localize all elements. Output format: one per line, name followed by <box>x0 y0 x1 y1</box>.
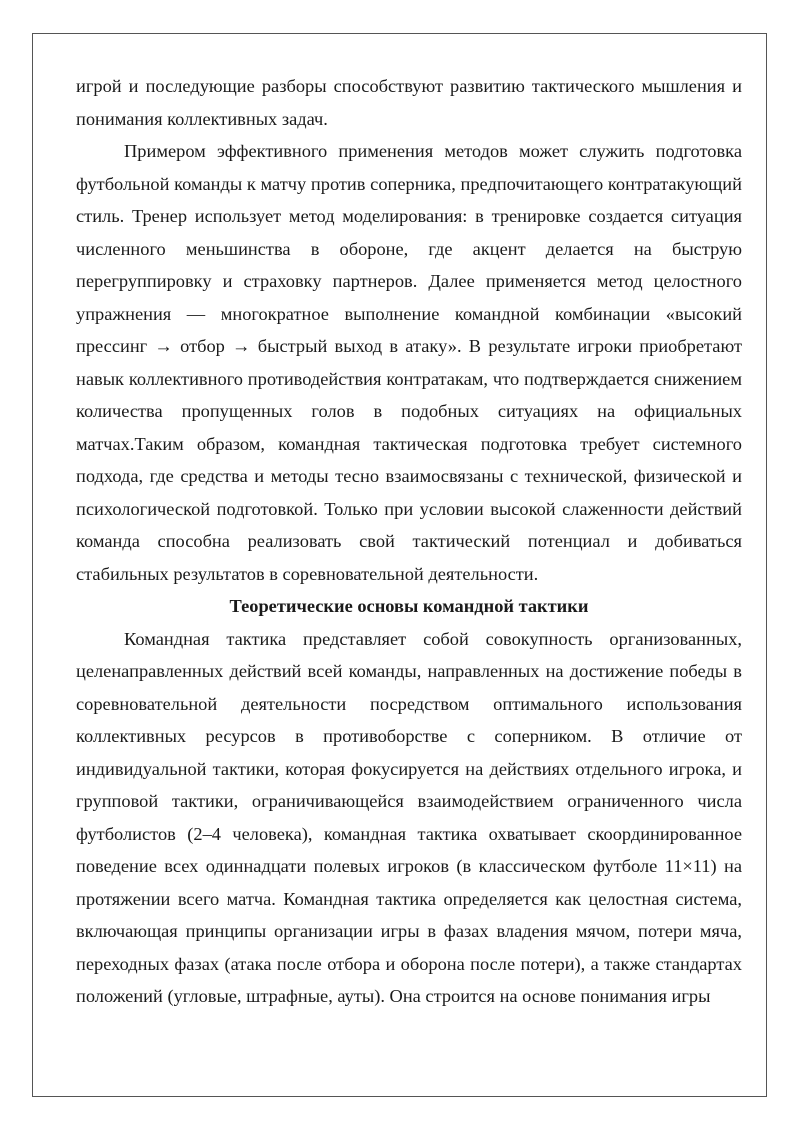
paragraph-example: Примером эффективного применения методов может служить подготовка футбольной команды к матчу против соперника, предпочитающего контратакующий стиль. Тренер использует метод моделирования: в тренировке создается ситуация численного меньшинства в обороне, где акцент делается на быструю перегруппировку и страховку партнеров. Далее применяется метод целостного упражнения — многократное выполнение командной комбинации «высокий прессинг → отбор → быстрый выход в атаку». В результате игроки приобретают навык коллективного противодействия контратакам, что подтверждается снижением количества пропущенных голов в подобных ситуациях на официальных матчах.Таким образом, командная тактическая подготовка требует системного подхода, где средства и методы тесно взаимосвязаны с технической, физической и психологической подготовкой. Только при условии высокой слаженности действий команда способна реализовать свой тактический потенциал и добиваться стабильных результатов в соревновательной деятельности. <box>76 141 742 584</box>
document-body <box>76 70 742 1013</box>
paragraph-team-tactics: Командная тактика представляет собой совокупность организованных, целенаправленных действий всей команды, направленных на достижение победы в соревновательной деятельности посредством оптимального использования коллективных ресурсов в противоборстве с соперником. В отличие от индивидуальной тактики, которая фокусируется на действиях отдельного игрока, и групповой тактики, ограничивающейся взаимодействием ограниченного числа футболистов (2–4 человека), командная тактика охватывает скоординированное поведение всех одиннадцати полевых игроков (в классическом футболе 11×11) на протяжении всего матча. Командная тактика определяется как целостная система, включающая принципы организации игры в фазах владения мячом, потери мяча, переходных фазах (атака после отбора и оборона после потери), а также стандартах положений (угловые, штрафные, ауты). Она строится на основе понимания игры <box>76 628 742 1006</box>
paragraph-continuation: игрой и последующие разборы способствуют развитию тактического мышления и понимания коллективных задач. <box>76 76 742 129</box>
section-heading: Теоретические основы командной тактики <box>229 596 589 616</box>
